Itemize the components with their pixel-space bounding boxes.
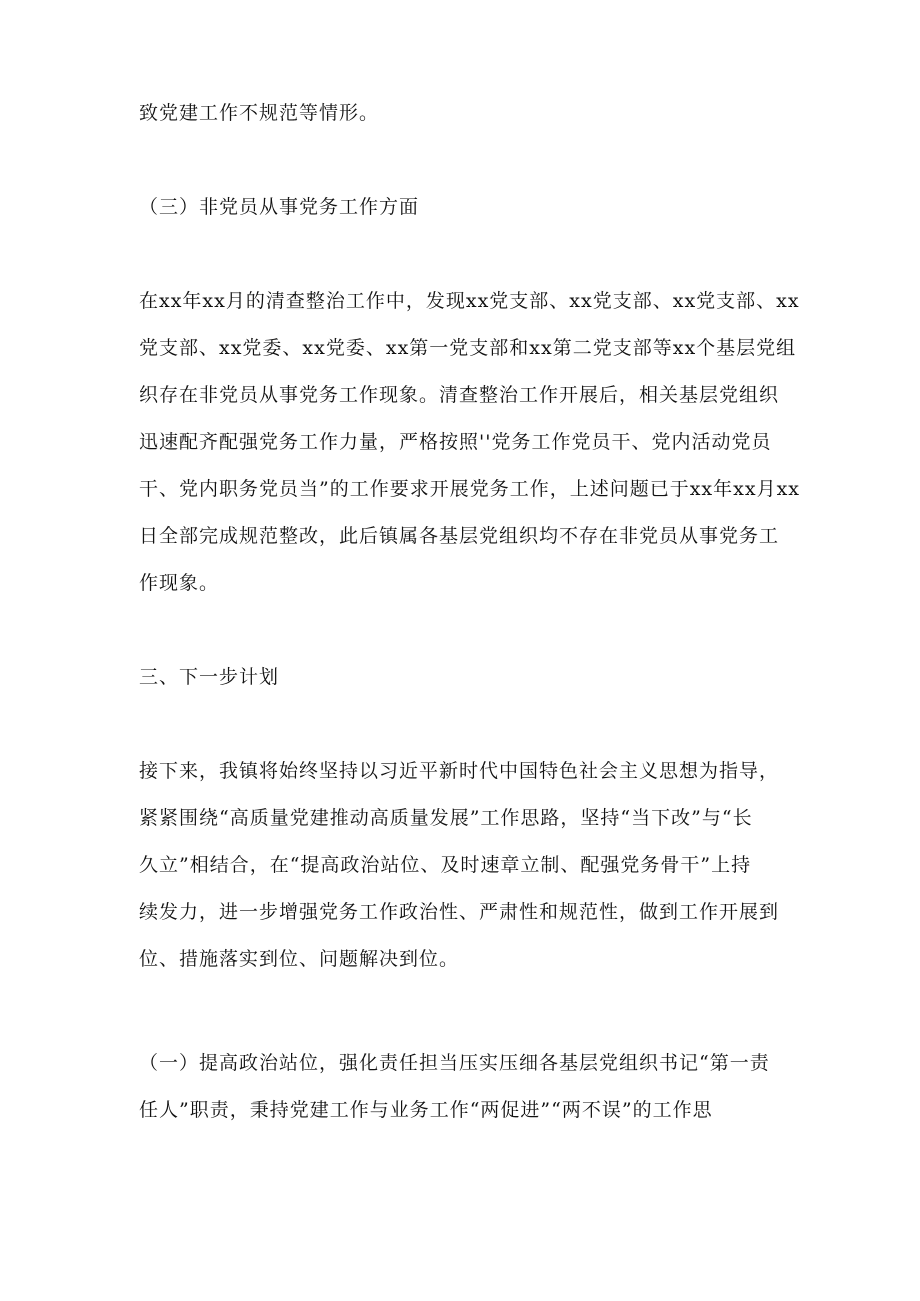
- paragraph-line: 任人”职责，秉持党建工作与业务工作“两促进”“两不误”的工作思: [139, 1099, 713, 1121]
- paragraph-line: 作现象。: [139, 572, 220, 594]
- paragraph-line: 在xx年xx月的清查整治工作中，发现xx党支部、xx党支部、xx党支部、xx: [139, 290, 800, 312]
- paragraph-line: 续发力，进一步增强党务工作政治性、严肃性和规范性，做到工作开展到: [139, 901, 780, 923]
- paragraph-line: 迅速配齐配强党务工作力量，严格按照''党务工作党员干、党内活动党员: [139, 431, 772, 453]
- paragraph-line: 紧紧围绕“高质量党建推动高质量发展”工作思路，坚持“当下改”与“长: [139, 807, 753, 829]
- paragraph-line: 久立”相结合，在“提高政治站位、及时速章立制、配强党务骨干”上持: [139, 854, 752, 876]
- paragraph-line: （一）提高政治站位，强化责任担当压实压细各基层党组织书记“第一责: [139, 1052, 770, 1074]
- section-heading: （三）非党员从事党务工作方面: [139, 196, 420, 218]
- paragraph-line: 日全部完成规范整改，此后镇属各基层党组织均不存在非党员从事党务工: [139, 525, 780, 547]
- paragraph-line: 党支部、xx党委、xx党委、xx第一党支部和xx第二党支部等xx个基层党组: [139, 337, 797, 359]
- paragraph-line: 位、措施落实到位、问题解决到位。: [139, 948, 460, 970]
- paragraph-line: 致党建工作不规范等情形。: [139, 102, 380, 124]
- paragraph-line: 接下来，我镇将始终坚持以习近平新时代中国特色社会主义思想为指导，: [139, 760, 780, 782]
- paragraph-line: 织存在非党员从事党务工作现象。清查整治工作开展后，相关基层党组织: [139, 384, 780, 406]
- section-heading: 三、下一步计划: [139, 666, 280, 688]
- paragraph-line: 干、党内职务党员当”的工作要求开展党务工作，上述问题已于xx年xx月xx: [139, 478, 801, 500]
